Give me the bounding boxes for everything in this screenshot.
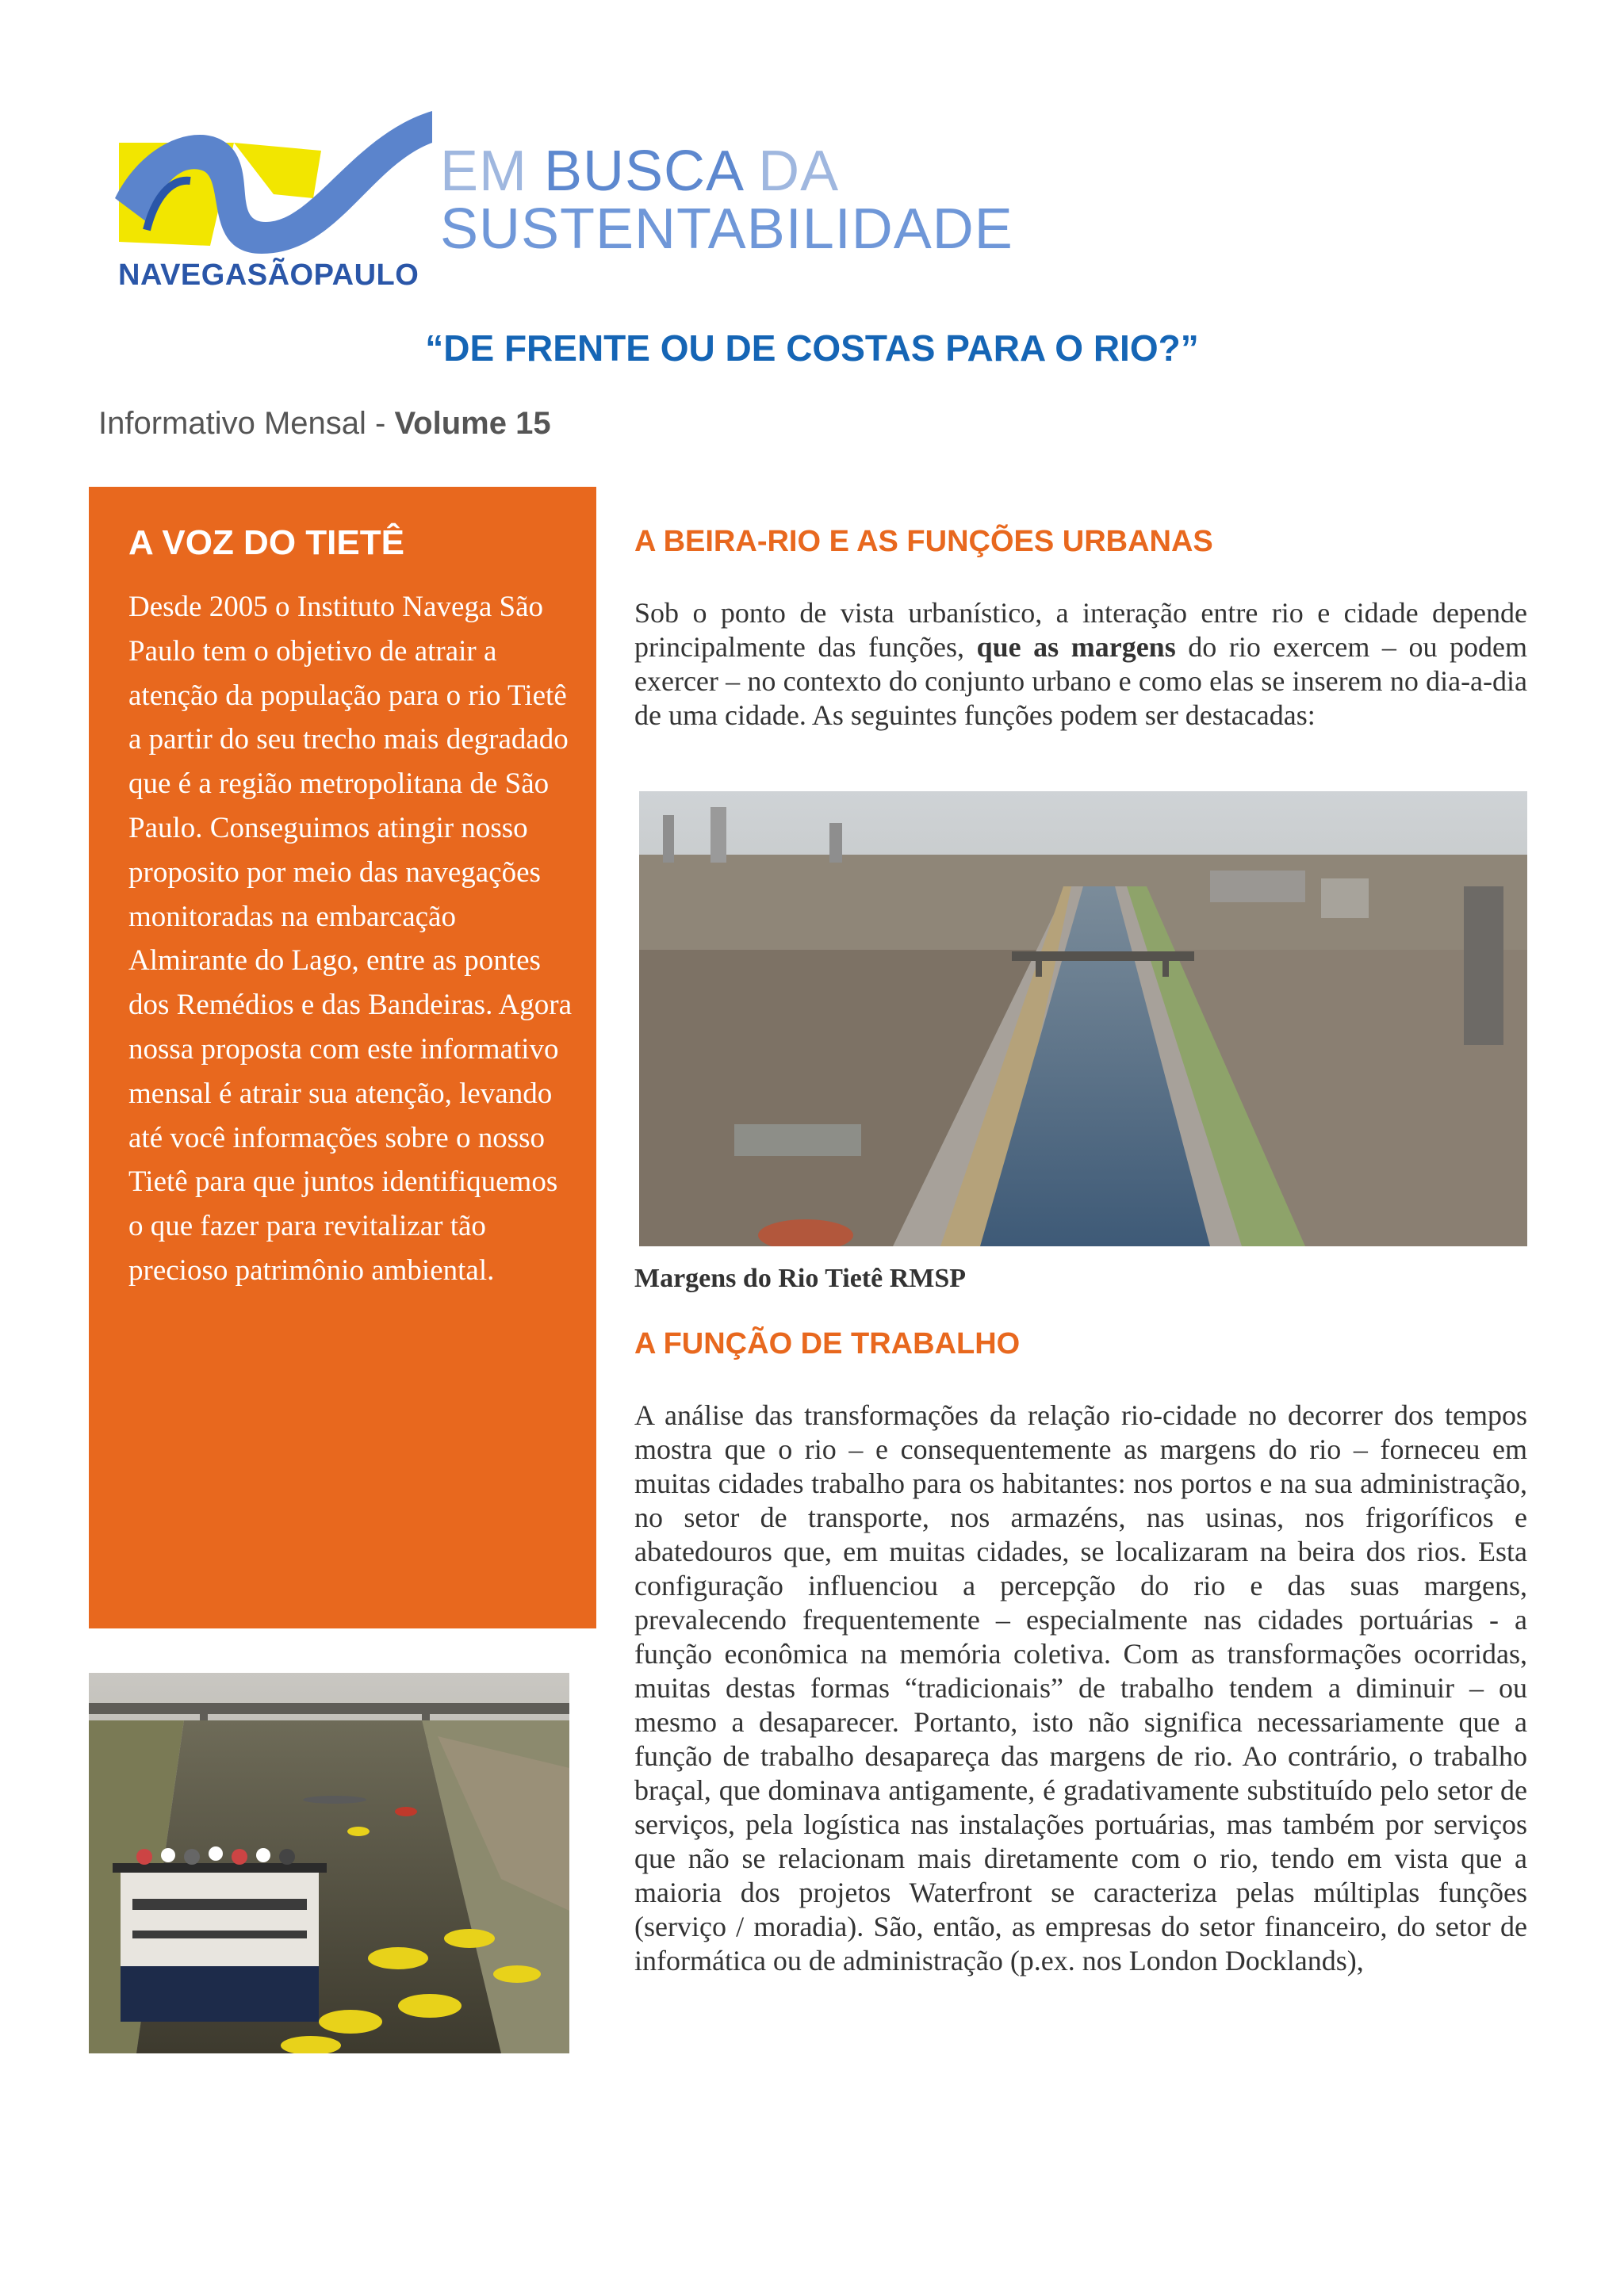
issue-prefix: Informativo Mensal - <box>98 406 395 441</box>
boat-photo <box>89 1673 569 2053</box>
issue-volume: Volume 15 <box>394 406 551 441</box>
navega-logo-mark-icon <box>115 103 432 262</box>
paragraph-beira-rio-end: do rio exercem – ou podem exercer – no contexto do conjunto urbano e como elas se inserem no dia-a-dia de uma cidade. As seguintes funções podem ser destacadas: <box>634 631 1528 731</box>
logo-wordmark-line2: SUSTENTABILIDADE <box>440 197 1013 261</box>
logo-sub-navega: NAVEGA <box>118 258 247 292</box>
paragraph-beira-rio-start: Sob o ponto de vista urbanístico, a interação entre rio e cidade depende principalmente das funções, <box>634 597 1527 663</box>
voz-title: A VOZ DO TIETÊ <box>128 523 404 562</box>
section-heading-beira-rio: A BEIRA-RIO E AS FUNÇÕES URBANAS <box>634 525 1213 558</box>
section-heading-trabalho: A FUNÇÃO DE TRABALHO <box>634 1327 1021 1360</box>
logo-word-em: EM <box>440 140 527 203</box>
logo-sub-paulo: PAULO <box>313 258 419 292</box>
photo-caption: Margens do Rio Tietê RMSP <box>634 1264 967 1293</box>
page-title: “DE FRENTE OU DE COSTAS PARA O RIO?” <box>425 327 1199 369</box>
voz-do-tiete-box <box>89 487 596 1628</box>
logo-word-da: DA <box>758 140 840 203</box>
voz-text: Desde 2005 o Instituto Navega São Paulo tem o objetivo de atrair a atenção da população para o rio Tietê a partir do seu trecho mais degradado que é a região metropolitana de São Paulo. Conseguimos atingir nosso proposito por meio das navegações monitoradas na embarcação Almirante do Lago, entre as pontes dos Remédios e das Bandeiras. Agora nossa proposta com este informativo mensal é atrair sua atenção, levando até você informações sobre o nosso Tietê para que juntos identifiquemos o que fazer para revitalizar tão precioso patrimônio ambiental. <box>128 591 572 1287</box>
logo-sub-sao: SÃO <box>247 258 314 292</box>
river-aerial-photo <box>639 791 1527 1246</box>
logo-word-busca: BUSCA <box>544 140 742 203</box>
paragraph-trabalho: A análise das transformações da relação rio-cidade no decorrer dos tempos mostra que o rio – e consequentemente as margens do rio – forneceu em muitas cidades trabalho para os habitantes: nos portos e na sua administração, no setor de transporte, nos armazéns, nas usinas, nos frigoríficos e abatedouros que, em muitas cidades, se localizaram na beira dos rios. Esta configuração influenciou a percepção do rio e das suas margens, prevalecendo frequentemente – especialmente nas cidades portuárias - a função econômica na memória coletiva. Com as transformações ocorridas, muitas destas formas “tradicionais” de trabalho tendem a diminuir – ou mesmo a desaparecer. Portanto, isto não significa necessariamente que a função de trabalho desapareça das margens de rio. Ao contrário, o trabalho braçal, que dominava antigamente, é gradativamente substituído pelo setor de serviços, pela logística nas instalações portuárias, mas também por serviços que não se relacionam mais diretamente com o rio, tendo em vista que a maioria dos projetos Waterfront se caracteriza pelas múltiplas funções (serviço / moradia). São, então, as empresas do setor financeiro, do setor de informática ou de administração (p.ex. nos London Docklands), <box>634 1399 1527 1976</box>
logo <box>115 103 1013 293</box>
logo-subtitle <box>118 258 419 293</box>
logo-wordmark-line1 <box>440 139 839 204</box>
paragraph-beira-rio <box>634 596 1527 733</box>
issue-line <box>98 406 551 442</box>
paragraph-beira-rio-bold: que as margens <box>976 631 1176 663</box>
